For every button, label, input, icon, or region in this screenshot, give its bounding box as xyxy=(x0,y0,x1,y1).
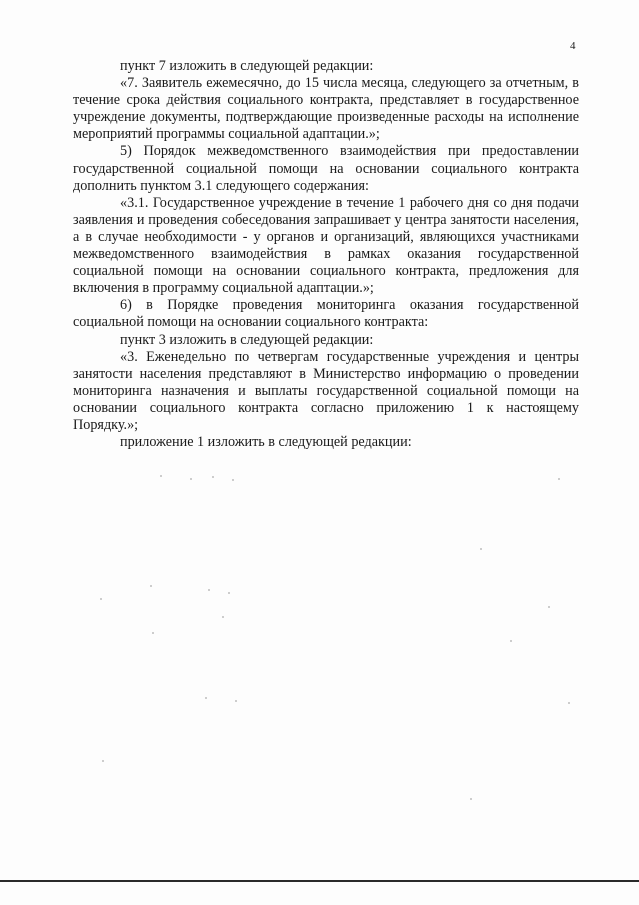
paragraph: «3.1. Государственное учреждение в течение 1 рабочего дня со дня подачи заявления и проведения собеседования запрашивает у центра занятости населения, а в случае необходимости - у органов и организаций, являющихся участниками межведомственного взаимодействия в рамках оказания государственной социальной помощи на основании социального контракта, предложения для включения в программу социальной адаптации.»; xyxy=(73,194,579,297)
scan-speck xyxy=(150,585,152,587)
paragraph: 6) в Порядке проведения мониторинга оказания государственной социальной помощи на основании социального контракта: xyxy=(73,297,579,331)
paragraph: 5) Порядок межведомственного взаимодействия при предоставлении государственной социальной помощи на основании социального контракта дополнить пунктом 3.1 следующего содержания: xyxy=(73,143,579,194)
scan-speck xyxy=(510,640,512,642)
scan-speck xyxy=(222,616,224,618)
scan-speck xyxy=(568,702,570,704)
scan-speck xyxy=(235,700,237,702)
scan-speck xyxy=(102,760,104,762)
paragraph: «3. Еженедельно по четвергам государственные учреждения и центры занятости населения представляют в Министерство информацию о проведении мониторинга назначения и выплаты государственной социальной помощи на основании социального контракта согласно приложению 1 к настоящему Порядку.»; xyxy=(73,348,579,433)
page-number: 4 xyxy=(570,40,576,52)
scan-speck xyxy=(190,478,192,480)
scan-speck xyxy=(480,548,482,550)
scan-bottom-edge xyxy=(0,880,639,882)
scan-speck xyxy=(548,606,550,608)
scan-speck xyxy=(100,598,102,600)
scan-speck xyxy=(212,476,214,478)
document-body xyxy=(73,58,579,451)
scan-speck xyxy=(160,475,162,477)
scan-speck xyxy=(470,798,472,800)
paragraph: пункт 7 изложить в следующей редакции: xyxy=(120,58,374,74)
scan-speck xyxy=(228,592,230,594)
scan-speck xyxy=(205,697,207,699)
scan-speck xyxy=(152,632,154,634)
scan-speck xyxy=(208,589,210,591)
scan-speck xyxy=(232,479,234,481)
paragraph: «7. Заявитель ежемесячно, до 15 числа месяца, следующего за отчетным, в течение срока действия социального контракта, представляет в государственное учреждение документы, подтверждающие произведенные расходы на исполнение мероприятий программы социальной адаптации.»; xyxy=(73,75,579,143)
paragraph: приложение 1 изложить в следующей редакции: xyxy=(120,434,412,451)
scan-speck xyxy=(558,478,560,480)
paragraph: пункт 3 изложить в следующей редакции: xyxy=(120,331,374,348)
